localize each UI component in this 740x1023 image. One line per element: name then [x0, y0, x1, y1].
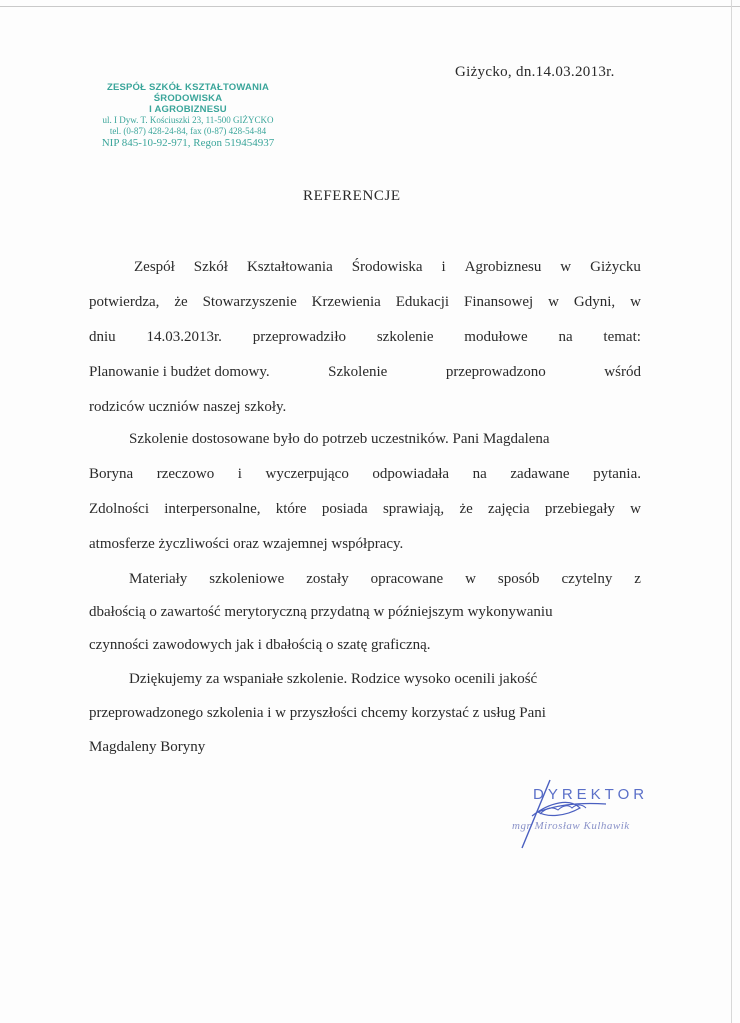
body-word: w	[560, 259, 572, 275]
body-word: Agrobiznesu	[464, 259, 542, 275]
body-word: że	[174, 294, 188, 310]
body-word: czytelny	[561, 571, 613, 587]
page-right-edge	[731, 0, 732, 1023]
body-word: rzeczowo	[156, 466, 215, 482]
body-word: potwierdza,	[89, 294, 160, 310]
body-word: wyczerpująco	[265, 466, 349, 482]
body-word: zadawane	[510, 466, 570, 482]
body-line: rodziców uczniów naszej szkoły.	[89, 399, 287, 415]
body-word: przeprowadziło	[252, 329, 347, 345]
body-word: Edukacji	[395, 294, 450, 310]
school-stamp	[88, 82, 288, 150]
stamp-phone: tel. (0-87) 428-24-84, fax (0-87) 428-54-84	[109, 126, 267, 136]
body-word: zajęcia	[488, 501, 530, 517]
stamp-name-line1: ZESPÓŁ SZKÓŁ KSZTAŁTOWANIA ŚRODOWISKA	[106, 82, 270, 104]
page-top-edge	[0, 6, 740, 7]
body-line	[134, 257, 641, 277]
signature-scribble-icon	[510, 772, 650, 852]
body-line	[89, 499, 641, 519]
body-word: przeprowadzono	[445, 364, 546, 380]
body-word: Kształtowania	[246, 259, 333, 275]
body-word: Krzewienia	[311, 294, 381, 310]
body-word: z	[634, 571, 641, 587]
signature-name: mgr Mirosław Kulhawik	[512, 820, 630, 832]
body-line: Magdaleny Boryny	[89, 739, 206, 755]
body-word: Giżycku	[590, 259, 641, 275]
body-word: dniu	[89, 329, 116, 345]
signature-title: DYREKTOR	[533, 786, 649, 803]
body-word: Gdyni,	[573, 294, 616, 310]
body-word: sprawiają,	[382, 501, 445, 517]
document-title: REFERENCJE	[303, 188, 401, 204]
body-line: przeprowadzonego szkolenia i w przyszłości chcemy korzystać z usług Pani	[89, 705, 546, 721]
body-word: i	[441, 259, 446, 275]
body-line	[89, 362, 641, 382]
body-word: odpowiadała	[372, 466, 450, 482]
body-word: Zespół	[134, 259, 175, 275]
body-word: że	[459, 501, 473, 517]
body-line	[89, 327, 641, 347]
body-word: pytania.	[593, 466, 641, 482]
body-word: w	[465, 571, 476, 587]
stamp-nip-regon: NIP 845-10-92-971, Regon 519454937	[101, 137, 275, 149]
body-word: Stowarzyszenie	[202, 294, 297, 310]
body-word: na	[558, 329, 573, 345]
body-word: i	[237, 466, 242, 482]
body-word: sposób	[497, 571, 540, 587]
body-word: przebiegały	[544, 501, 615, 517]
director-signature	[510, 772, 650, 852]
body-word: szkolenie	[376, 329, 434, 345]
body-word: szkoleniowe	[209, 571, 285, 587]
body-word: 14.03.2013r.	[146, 329, 222, 345]
body-word: temat:	[603, 329, 641, 345]
body-line: dbałością o zawartość merytoryczną przydatną w późniejszym wykonywaniu	[89, 604, 553, 620]
body-word: które	[275, 501, 307, 517]
body-word: posiada	[321, 501, 368, 517]
body-word: na	[472, 466, 487, 482]
body-line	[89, 464, 641, 484]
body-word: wśród	[604, 364, 641, 380]
body-word: Boryna	[89, 466, 134, 482]
body-word: Materiały	[129, 571, 188, 587]
body-word: modułowe	[464, 329, 528, 345]
body-line	[129, 569, 641, 589]
body-word: Szkolenie	[328, 364, 388, 380]
body-word: Planowanie i budżet domowy.	[89, 364, 270, 380]
body-word: interpersonalne,	[164, 501, 261, 517]
body-line: Dziękujemy za wspaniałe szkolenie. Rodzice wysoko ocenili jakość	[129, 671, 538, 687]
body-line: Szkolenie dostosowane było do potrzeb uczestników. Pani Magdalena	[129, 431, 550, 447]
body-word: w	[548, 294, 559, 310]
body-word: w	[630, 294, 641, 310]
document-date: Giżycko, dn.14.03.2013r.	[455, 64, 615, 80]
body-word: Finansowej	[464, 294, 534, 310]
body-line: czynności zawodowych jak i dbałością o szatę graficzną.	[89, 637, 431, 653]
body-word: Szkół	[193, 259, 228, 275]
stamp-address: ul. I Dyw. T. Kościuszki 23, 11-500 GIŻYCKO	[102, 115, 274, 125]
body-line	[89, 292, 641, 312]
body-word: w	[630, 501, 641, 517]
stamp-name-line2: I AGROBIZNESU	[149, 104, 227, 115]
body-line: atmosferze życzliwości oraz wzajemnej współpracy.	[89, 536, 404, 552]
body-word: Zdolności	[89, 501, 149, 517]
body-word: zostały	[306, 571, 349, 587]
body-word: Środowiska	[351, 259, 423, 275]
body-word: opracowane	[370, 571, 444, 587]
